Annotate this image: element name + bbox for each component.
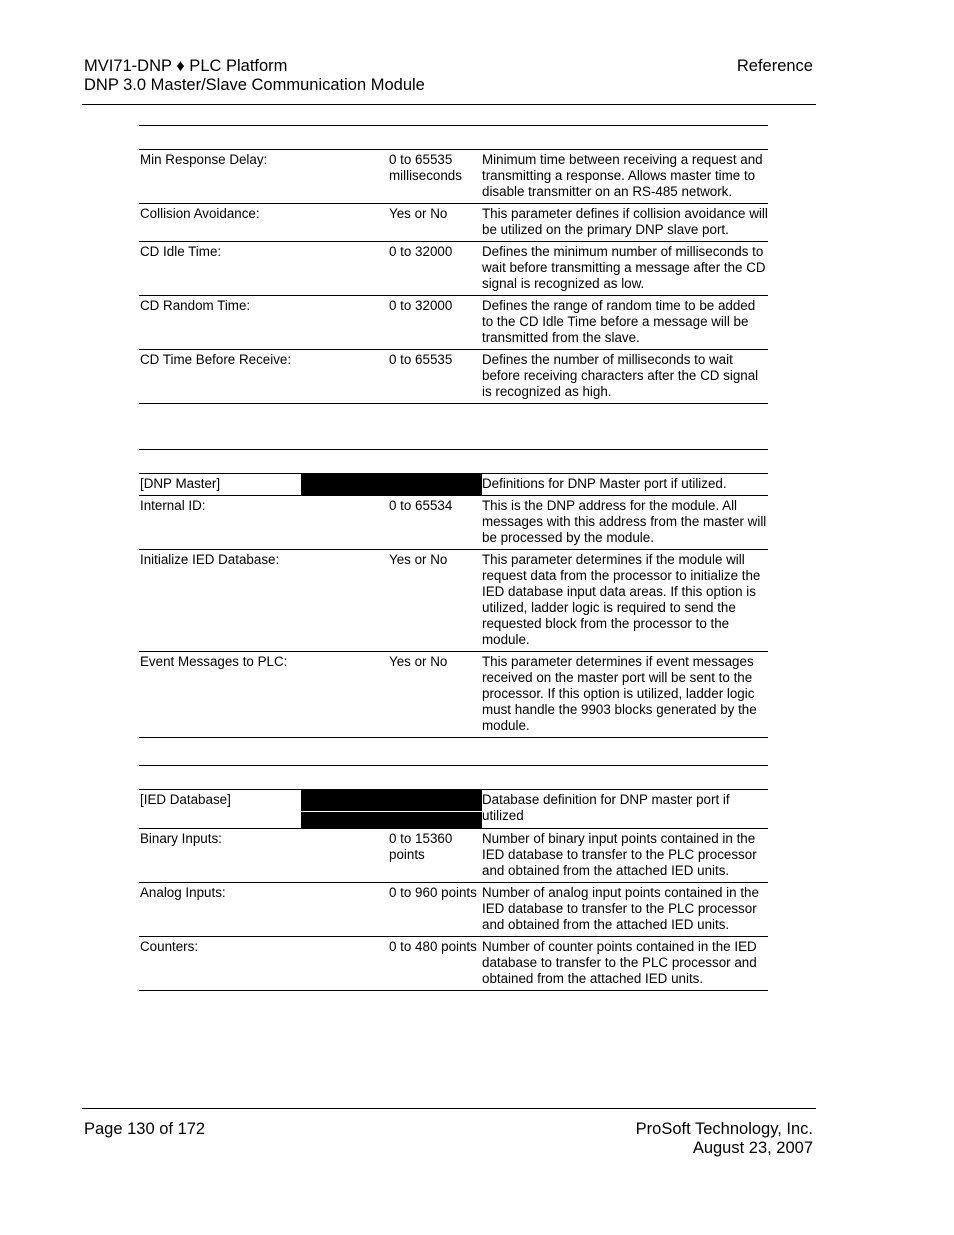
parameter-range: 0 to 32000	[389, 298, 453, 313]
table-row	[139, 295, 768, 349]
parameter-range: 0 to 65535	[389, 352, 453, 367]
parameter-name: Collision Avoidance:	[140, 206, 260, 221]
range-line: points	[389, 847, 425, 862]
section-label: Reference	[736, 57, 813, 75]
parameter-description: Number of counter points contained in the IED database to transfer to the PLC processor and obtained from the attached IED units.	[482, 939, 757, 986]
table-divider	[139, 125, 768, 149]
parameter-range	[389, 152, 482, 200]
table-row	[139, 828, 768, 882]
page-number: Page 130 of 172	[84, 1120, 206, 1138]
footer-info	[636, 1120, 813, 1158]
shaded-cell	[301, 790, 482, 828]
parameter-description: This parameter determines if event messages received on the master port will be sent to the processor. If this option is utilized, ladder logic must handle the 9903 blocks generated by the module.	[482, 654, 757, 733]
parameter-range	[389, 831, 482, 879]
parameter-description: Defines the minimum number of milliseconds to wait before transmitting a message after the CD signal is recognized as low.	[482, 244, 766, 291]
section-description: Database definition for DNP master port if utilized	[482, 792, 730, 823]
section-name: [IED Database]	[140, 792, 231, 807]
parameter-range: Yes or No	[389, 654, 448, 669]
range-line: milliseconds	[389, 168, 462, 183]
parameter-name: Binary Inputs:	[140, 831, 222, 846]
table-divider	[139, 449, 768, 473]
footer-divider	[82, 1108, 816, 1109]
parameter-description: Number of analog input points contained in the IED database to transfer to the PLC processor and obtained from the attached IED units.	[482, 885, 759, 932]
table-row	[139, 549, 768, 651]
publication-date: August 23, 2007	[692, 1139, 813, 1157]
parameter-range: Yes or No	[389, 206, 448, 221]
section-header-row	[139, 473, 768, 495]
document-title	[84, 57, 425, 95]
parameter-name: Min Response Delay:	[140, 152, 268, 167]
parameter-range: 0 to 65534	[389, 498, 453, 513]
parameter-name: Event Messages to PLC:	[140, 654, 288, 669]
parameter-description: Defines the range of random time to be added to the CD Idle Time before a message will be transmitted from the slave.	[482, 298, 756, 345]
section-description: Definitions for DNP Master port if utilized.	[482, 476, 727, 491]
parameter-name: Counters:	[140, 939, 199, 954]
table-divider	[139, 765, 768, 789]
section-header-row	[139, 789, 768, 828]
dnp-master-parameter-table	[139, 449, 768, 738]
shaded-band	[301, 812, 482, 828]
shaded-band	[301, 790, 482, 812]
table-row	[139, 203, 768, 241]
parameter-range: 0 to 480 points	[389, 939, 477, 954]
shaded-cell	[301, 474, 482, 495]
table-row	[139, 936, 768, 991]
table-row	[139, 149, 768, 203]
slave-port-parameter-table	[139, 125, 768, 404]
parameter-range: 0 to 960 points	[389, 885, 477, 900]
section-name: [DNP Master]	[140, 476, 221, 491]
parameter-description: This is the DNP address for the module. All messages with this address from the master will be processed by the module.	[482, 498, 767, 545]
parameter-name: Initialize IED Database:	[140, 552, 280, 567]
table-row	[139, 349, 768, 404]
parameter-description: Number of binary input points contained in the IED database to transfer to the PLC processor and obtained from the attached IED units.	[482, 831, 757, 878]
parameter-description: Minimum time between receiving a request and transmitting a response. Allows master time to disable transmitter on an RS-485 network.	[482, 152, 763, 199]
range-line: 0 to 15360	[389, 831, 453, 846]
parameter-description: This parameter defines if collision avoidance will be utilized on the primary DNP slave port.	[482, 206, 768, 237]
table-row	[139, 495, 768, 549]
product-title: MVI71-DNP ♦ PLC Platform	[84, 57, 288, 75]
module-subtitle: DNP 3.0 Master/Slave Communication Module	[84, 76, 425, 94]
header-divider	[82, 104, 816, 105]
parameter-name: Internal ID:	[140, 498, 206, 513]
table-row	[139, 651, 768, 738]
parameter-name: CD Time Before Receive:	[140, 352, 292, 367]
parameter-description: Defines the number of milliseconds to wait before receiving characters after the CD signal is recognized as high.	[482, 352, 759, 399]
parameter-range: 0 to 32000	[389, 244, 453, 259]
parameter-name: CD Random Time:	[140, 298, 251, 313]
range-line: 0 to 65535	[389, 152, 453, 167]
parameter-name: Analog Inputs:	[140, 885, 226, 900]
parameter-name: CD Idle Time:	[140, 244, 222, 259]
ied-database-parameter-table	[139, 765, 768, 991]
parameter-range: Yes or No	[389, 552, 448, 567]
company-name: ProSoft Technology, Inc.	[635, 1120, 813, 1138]
parameter-description: This parameter determines if the module will request data from the processor to initialize the IED database input data areas. If this option is utilized, ladder logic is required to send the requested block from the processor to the module.	[482, 552, 761, 647]
table-row	[139, 882, 768, 936]
table-row	[139, 241, 768, 295]
